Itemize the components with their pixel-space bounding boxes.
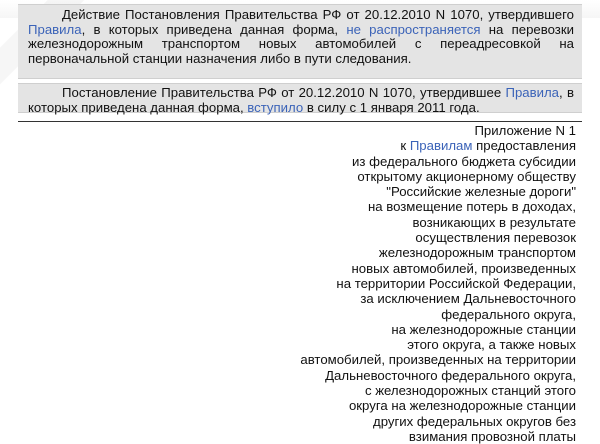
- appendix-line: [246, 230, 576, 245]
- reference-link[interactable]: вступило: [247, 99, 304, 115]
- appendix-line: [246, 337, 576, 352]
- appendix-line: [246, 429, 576, 444]
- text-segment: осуществления перевозок: [415, 230, 576, 246]
- text-segment: предоставления: [472, 138, 576, 154]
- text-segment: автомобилей, произведенных на территории: [300, 352, 576, 368]
- text-segment: за исключением Дальневосточного: [360, 291, 576, 307]
- text-segment: взимания провозной платы: [408, 428, 576, 444]
- legal-notice-box-2: [18, 83, 582, 113]
- text-segment: Дальневосточного федерального округа,: [325, 367, 576, 383]
- text-segment: "Российские железные дороги": [386, 184, 576, 200]
- text-segment: из федерального бюджета субсидии: [352, 153, 576, 169]
- reference-link[interactable]: Правила: [505, 85, 560, 100]
- text-segment: федерального округа,: [441, 306, 576, 322]
- appendix-line: [246, 398, 576, 413]
- text-segment: железнодорожным транспортом: [378, 245, 576, 261]
- text-segment: с железнодорожных станций этого: [364, 383, 576, 399]
- appendix-line: [246, 383, 576, 398]
- legal-notice-text-2: [28, 86, 574, 115]
- text-segment: возникающих в результате: [412, 214, 576, 230]
- reference-link[interactable]: Правилам: [409, 138, 473, 154]
- text-segment: , в которых приведена данная форма,: [28, 85, 574, 115]
- appendix-header: [246, 123, 576, 444]
- appendix-line: [246, 169, 576, 184]
- text-segment: Постановление Правительства РФ от 20.12.2010 N 1070, утвердившее: [62, 85, 506, 100]
- appendix-line: [246, 276, 576, 291]
- appendix-line: [246, 138, 576, 153]
- text-segment: этого округа, а также новых: [407, 337, 576, 353]
- text-segment: открытому акционерному обществу: [357, 168, 576, 184]
- appendix-line: [246, 154, 576, 169]
- appendix-line: [246, 368, 576, 383]
- appendix-line: [246, 184, 576, 199]
- legal-notice-text-1: [28, 8, 574, 66]
- text-segment: на перевозки железнодорожным транспортом новых автомобилей с переадресовкой на первоначальной станции назначения либо в пути следования.: [28, 21, 574, 66]
- document-divider: [18, 121, 582, 122]
- text-segment: в силу с 1 января 2011 года.: [303, 99, 480, 115]
- text-segment: других федеральных округов без: [373, 413, 576, 429]
- appendix-line: [246, 322, 576, 337]
- text-segment: округа на железнодорожные станции: [348, 398, 576, 414]
- text-segment: Приложение N 1: [474, 123, 576, 138]
- appendix-line: [246, 291, 576, 306]
- appendix-line: [246, 123, 576, 138]
- appendix-line: [246, 261, 576, 276]
- text-segment: на железнодорожные станции: [391, 321, 576, 337]
- text-segment: новых автомобилей, произведенных: [351, 260, 576, 276]
- appendix-line: [246, 215, 576, 230]
- appendix-line: [246, 414, 576, 429]
- text-segment: , в которых приведена данная форма,: [81, 21, 347, 37]
- appendix-line: [246, 307, 576, 322]
- legal-notice-box-1: [18, 4, 582, 79]
- appendix-line: [246, 352, 576, 367]
- appendix-line: [246, 199, 576, 214]
- text-segment: на возмещение потерь в доходах,: [367, 199, 576, 215]
- text-segment: к: [400, 138, 410, 154]
- text-segment: Действие Постановления Правительства РФ от 20.12.2010 N 1070, утвердившего: [62, 7, 574, 22]
- text-segment: на территории Российской Федерации,: [336, 275, 576, 291]
- reference-link[interactable]: Правила: [28, 21, 82, 37]
- appendix-line: [246, 245, 576, 260]
- reference-link[interactable]: не распространяется: [346, 21, 481, 37]
